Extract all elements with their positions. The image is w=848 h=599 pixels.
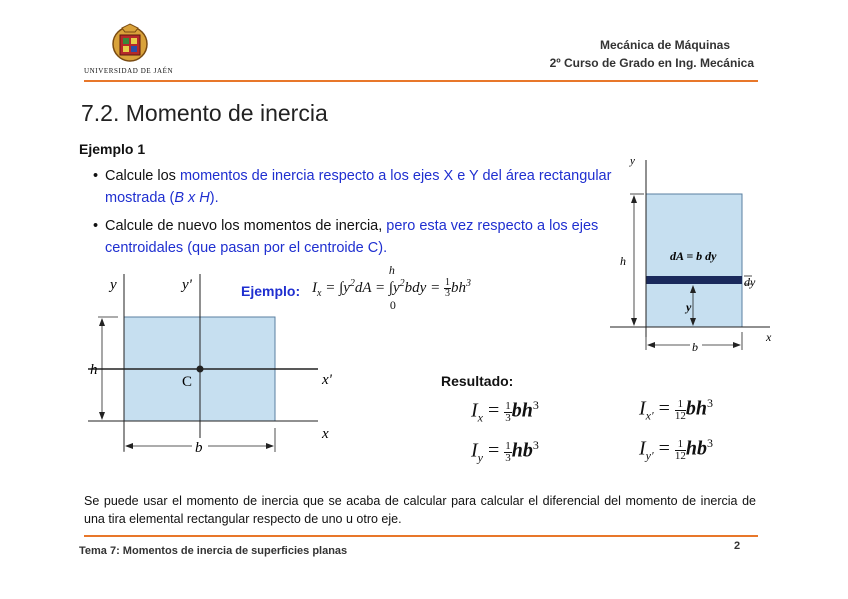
result-Ix: $I_x$ = $\frac{1}{3}$ $bh^3$: [471, 398, 539, 425]
elemental-strip: [646, 276, 742, 284]
footer-topic: Tema 7: Momentos de inercia de superficies planas: [79, 545, 348, 557]
lower-limit: 0: [389, 298, 396, 312]
eq-I: I: [312, 280, 317, 296]
page-number: 2: [734, 540, 741, 552]
centroid-point: [197, 366, 204, 373]
label-x: x: [322, 426, 329, 442]
result-Iy: $I_y$ = $\frac{1}{3}$ $hb^3$: [471, 438, 539, 465]
equation-label: Ejemplo:: [241, 283, 301, 299]
bullet-1-tail: ).: [209, 190, 219, 206]
label-y: y: [110, 277, 117, 293]
bullet-1-plain: Calcule los: [105, 168, 180, 184]
slide-title: 7.2. Momento de inercia: [81, 100, 328, 126]
label-y-inner: y: [686, 300, 692, 314]
eq-sub-x: x: [317, 288, 322, 299]
explanatory-note: Se puede usar el momento de inercia que se acaba de calcular para calcular el diferencial del momento de inercia de una tira elemental rectangular respecto de uno u otro eje.: [84, 494, 756, 526]
elemental-strip-diagram: [610, 152, 790, 357]
result-label: Resultado:: [441, 373, 514, 389]
bullet-1-italic: B x H: [174, 190, 210, 206]
inertia-equation: $I_x = \int y^2dA$ = ∫ h 0 $y^2bdy$ = $\frac{1}{3}$ $bh^3$: [312, 263, 471, 312]
bullet-2-blue: pero esta vez respecto a los ejes centroidales (que pasan por el centroide: [105, 218, 599, 256]
label-b: b: [692, 340, 698, 354]
rectangle-centroid-diagram: [88, 266, 348, 466]
course-subtitle: 2º Curso de Grado en Ing. Mecánica: [549, 56, 754, 70]
bullet-2-end: ).: [378, 240, 388, 256]
bullet-1-blue: momentos de inercia respecto a los ejes X e Y del área rectangular mostrada (: [105, 168, 612, 206]
result-Iyp: $I_{y'}$ = $\frac{1}{12}$ $hb^3$: [639, 436, 713, 463]
course-title: Mecánica de Máquinas: [599, 38, 730, 52]
label-x-prime: x': [322, 372, 332, 388]
header-rule: [84, 80, 758, 82]
label-h: h: [90, 362, 98, 378]
bullet-dot: •: [93, 218, 99, 234]
label-dy: dy: [744, 275, 756, 289]
result-Ixp: $I_{x'}$ = $\frac{1}{12}$ $bh^3$: [639, 396, 713, 423]
label-y-prime: y': [182, 277, 192, 293]
label-h: h: [620, 254, 626, 268]
label-centroid-C: C: [182, 374, 193, 390]
label-dA: dA = b dy: [670, 249, 717, 263]
footer-rule: [84, 535, 758, 537]
university-name: UNIVERSIDAD DE JAÉN: [84, 67, 174, 75]
label-x: x: [766, 330, 772, 344]
label-y: y: [630, 155, 635, 167]
bullet-dot: •: [93, 168, 99, 184]
upper-limit: h: [388, 263, 395, 277]
bullet-2-tail: C: [367, 240, 379, 256]
bullet-2: [93, 215, 613, 259]
eq-rhs: bh: [450, 280, 466, 296]
label-b: b: [195, 440, 203, 456]
example-title: Ejemplo 1: [79, 141, 146, 157]
bullet-2-plain: Calcule de nuevo los momentos de inercia,: [105, 218, 387, 234]
bullet-1: [93, 165, 613, 209]
